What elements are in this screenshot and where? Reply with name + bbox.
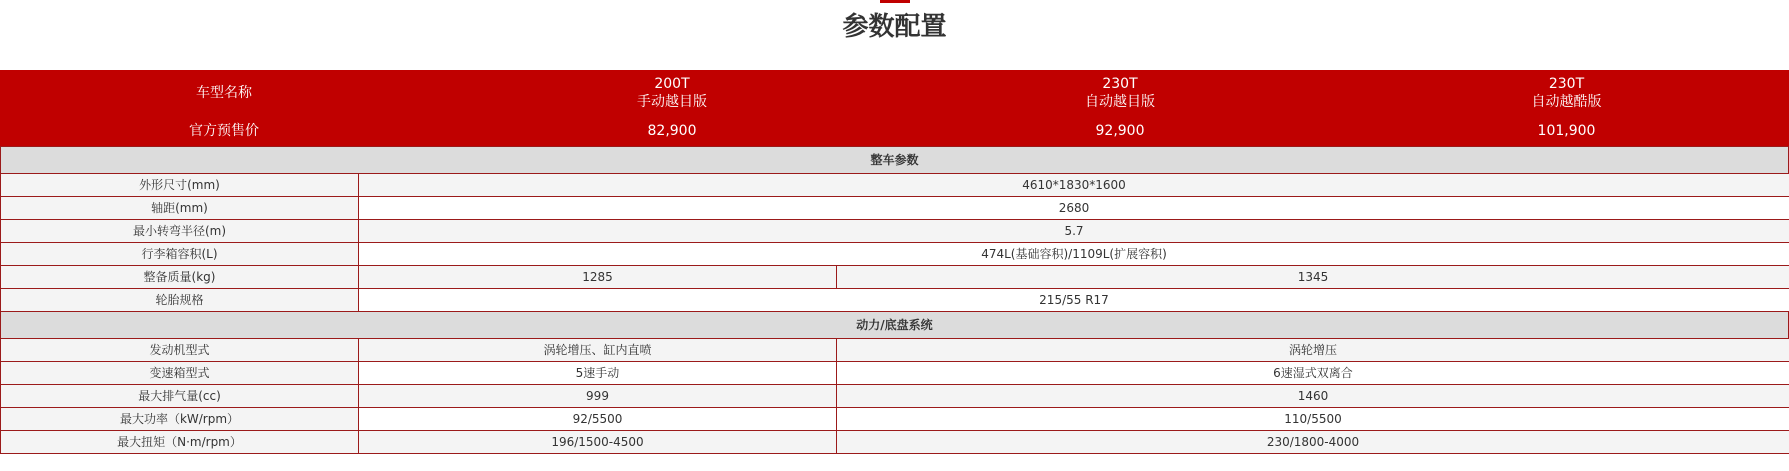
row-value: 5.7 bbox=[359, 220, 1789, 243]
row-value-manual: 涡轮增压、缸内直喷 bbox=[359, 339, 837, 362]
price-label: 官方预售价 bbox=[189, 123, 259, 139]
table-row bbox=[1, 289, 1789, 312]
row-label: 最大扭矩（N·m/rpm） bbox=[1, 431, 359, 454]
row-value: 2680 bbox=[359, 197, 1789, 220]
table-row bbox=[1, 385, 1789, 408]
model-header bbox=[0, 70, 1789, 146]
table-row bbox=[1, 197, 1789, 220]
model-2-name bbox=[896, 75, 1344, 111]
row-value: 4610*1830*1600 bbox=[359, 174, 1789, 197]
table-row bbox=[1, 408, 1789, 431]
row-value-manual: 999 bbox=[359, 385, 837, 408]
table-row bbox=[1, 339, 1789, 362]
model-1-code: 200T bbox=[654, 76, 690, 92]
row-value-auto: 1345 bbox=[837, 266, 1789, 289]
row-label: 最大功率（kW/rpm） bbox=[1, 408, 359, 431]
table-row bbox=[1, 174, 1789, 197]
row-label: 轴距(mm) bbox=[1, 197, 359, 220]
row-value-auto: 110/5500 bbox=[837, 408, 1789, 431]
row-label: 发动机型式 bbox=[1, 339, 359, 362]
row-value-manual: 92/5500 bbox=[359, 408, 837, 431]
row-label: 轮胎规格 bbox=[1, 289, 359, 312]
model-name-label: 车型名称 bbox=[196, 85, 252, 101]
row-value-manual: 196/1500-4500 bbox=[359, 431, 837, 454]
model-3-trim: 自动越酷版 bbox=[1531, 94, 1602, 110]
table-row bbox=[1, 431, 1789, 454]
row-value-manual: 1285 bbox=[359, 266, 837, 289]
row-value-manual: 5速手动 bbox=[359, 362, 837, 385]
table-row bbox=[1, 220, 1789, 243]
spec-table bbox=[0, 146, 1789, 454]
row-value: 215/55 R17 bbox=[359, 289, 1789, 312]
section-title: 整车参数 bbox=[1, 147, 1789, 174]
title-accent-bar bbox=[880, 0, 910, 3]
row-value-auto: 1460 bbox=[837, 385, 1789, 408]
row-label: 行李箱容积(L) bbox=[1, 243, 359, 266]
model-1-trim: 手动越目版 bbox=[637, 94, 707, 110]
section-title: 动力/底盘系统 bbox=[1, 312, 1789, 339]
row-label: 变速箱型式 bbox=[1, 362, 359, 385]
title-area bbox=[0, 0, 1789, 70]
model-3-price: 101,900 bbox=[1537, 123, 1596, 139]
page-title: 参数配置 bbox=[842, 12, 947, 42]
row-value-auto: 6速湿式双离合 bbox=[837, 362, 1789, 385]
model-3-name bbox=[1344, 75, 1789, 111]
model-2-trim: 自动越目版 bbox=[1085, 94, 1155, 110]
table-row bbox=[1, 266, 1789, 289]
model-2-price: 92,900 bbox=[1095, 123, 1145, 139]
model-1-name bbox=[448, 75, 896, 111]
table-row bbox=[1, 362, 1789, 385]
table-row bbox=[1, 243, 1789, 266]
model-1-price: 82,900 bbox=[647, 123, 697, 139]
section-header-vehicle bbox=[1, 147, 1789, 174]
row-label: 整备质量(kg) bbox=[1, 266, 359, 289]
row-value-auto: 230/1800-4000 bbox=[837, 431, 1789, 454]
row-value-auto: 涡轮增压 bbox=[837, 339, 1789, 362]
model-3-code: 230T bbox=[1548, 76, 1585, 92]
row-label: 外形尺寸(mm) bbox=[1, 174, 359, 197]
model-2-code: 230T bbox=[1102, 76, 1138, 92]
row-label: 最大排气量(cc) bbox=[1, 385, 359, 408]
row-label: 最小转弯半径(m) bbox=[1, 220, 359, 243]
section-header-power bbox=[1, 312, 1789, 339]
row-value: 474L(基础容积)/1109L(扩展容积) bbox=[359, 243, 1789, 266]
